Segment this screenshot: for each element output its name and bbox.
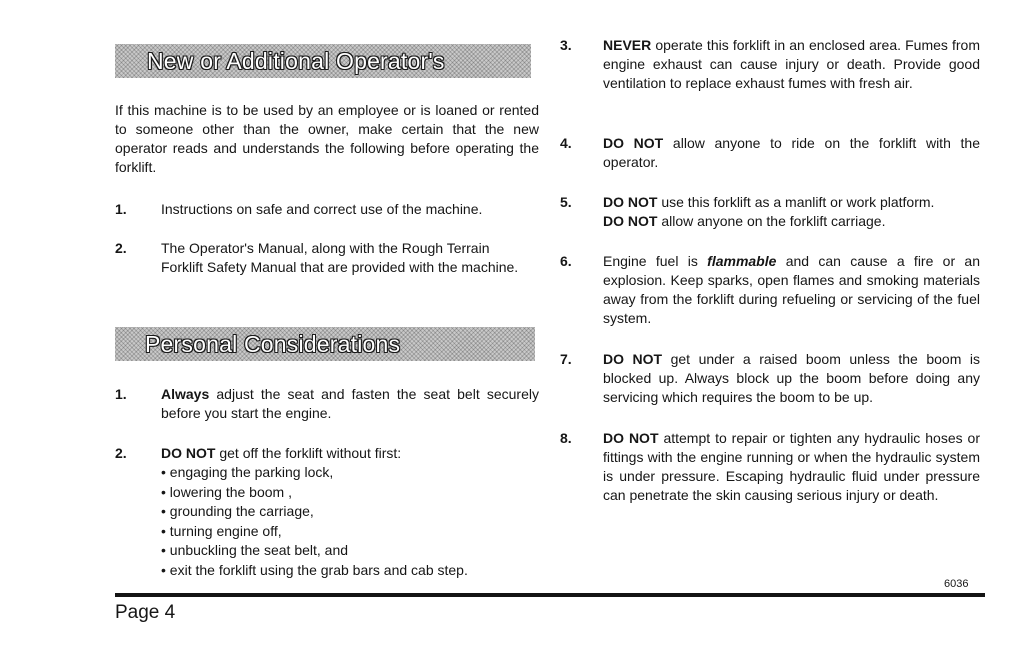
item-text: DO NOT get under a raised boom unless the boom is blocked up. Always block up the boom before doing any servicing which requires the boom to be up. bbox=[603, 351, 980, 405]
emphasis-do-not: DO NOT bbox=[603, 351, 663, 367]
item-number: 4. bbox=[560, 135, 572, 151]
emphasis-do-not: DO NOT bbox=[603, 430, 659, 446]
emphasis-do-not: DO NOT bbox=[603, 213, 658, 229]
section-heading-personal-considerations bbox=[115, 327, 535, 361]
item-number: 7. bbox=[560, 351, 572, 367]
list-item bbox=[560, 36, 985, 116]
emphasis-do-not: DO NOT bbox=[603, 194, 658, 210]
bullet-item: • turning engine off, bbox=[161, 522, 282, 539]
list-item bbox=[115, 385, 539, 425]
bullet-item: • engaging the parking lock, bbox=[161, 464, 334, 480]
item-text: The Operator's Manual, along with the Rough Terrain Forklift Safety Manual that are provided with the machine. bbox=[161, 240, 519, 275]
emphasis-do-not: DO NOT bbox=[161, 445, 216, 461]
bullet-item: • grounding the carriage, bbox=[161, 503, 314, 519]
item-number: 1. bbox=[115, 201, 127, 217]
document-number: 6036 bbox=[944, 578, 969, 590]
item-number: 8. bbox=[560, 430, 572, 446]
item-text: Instructions on safe and correct use of the machine. bbox=[161, 201, 483, 217]
item-number: 2. bbox=[115, 240, 127, 256]
item-number: 5. bbox=[560, 194, 572, 210]
item-number: 2. bbox=[115, 445, 127, 461]
list-item bbox=[115, 239, 539, 299]
item-text: Engine fuel is flammable and can cause a fire or an explosion. Keep sparks, open flames and smoking materials away from the forklift during refueling or servicing of the fuel system. bbox=[603, 253, 980, 326]
item-text: DO NOT use this forklift as a manlift or work platform. DO NOT allow anyone on the forklift carriage. bbox=[603, 194, 935, 229]
list-item bbox=[560, 252, 985, 332]
emphasis-never: NEVER bbox=[603, 37, 652, 53]
item-number: 3. bbox=[560, 37, 572, 53]
item-text: Always adjust the seat and fasten the seat belt securely before you start the engine. bbox=[161, 386, 539, 421]
page-number: Page 4 bbox=[115, 602, 176, 623]
heading-text: New or Additional Operator's bbox=[147, 47, 445, 74]
item-text: NEVER operate this forklift in an enclosed area. Fumes from engine exhaust can cause injury or death. Provide good ventilation to replace exhaust fumes with fresh air. bbox=[603, 37, 980, 91]
list-item bbox=[115, 444, 539, 584]
item-number: 6. bbox=[560, 253, 572, 269]
emphasis-do-not: DO NOT bbox=[603, 135, 664, 151]
section-heading-new-operators bbox=[115, 44, 531, 78]
intro-paragraph: If this machine is to be used by an employee or is loaned or rented to someone other than the owner, make certain that the new operator reads and understands the following before operating the forklift. bbox=[115, 102, 539, 175]
item-text: DO NOT attempt to repair or tighten any hydraulic hoses or fittings with the engine running or when the hydraulic system is under pressure. Escaping hydraulic fluid under pressure can penetrate the skin causing serious injury or death. bbox=[603, 430, 980, 503]
heading-text: Personal Considerations bbox=[145, 330, 401, 357]
footer-rule bbox=[115, 593, 985, 597]
list-item bbox=[560, 429, 985, 529]
list-item bbox=[560, 193, 985, 233]
item-text: DO NOT allow anyone to ride on the forklift with the operator. bbox=[603, 135, 980, 170]
bullet-item: • exit the forklift using the grab bars and cab step. bbox=[161, 561, 468, 578]
list-item bbox=[115, 200, 539, 220]
bullet-item: • unbuckling the seat belt, and bbox=[161, 542, 349, 558]
emphasis-flammable: flammable bbox=[707, 253, 777, 269]
list-item bbox=[560, 134, 985, 174]
list-item bbox=[560, 350, 985, 410]
item-text: DO NOT get off the forklift without first: • engaging the parking lock, • lowering the boom , • grounding the carriage, • turning engine off, • unbuckling the seat belt, and • exit the forklift using the grab bars and cab step. bbox=[161, 444, 539, 580]
bullet-item: • lowering the boom , bbox=[161, 483, 292, 500]
item-number: 1. bbox=[115, 386, 127, 402]
emphasis-always: Always bbox=[161, 386, 210, 402]
bullet-list bbox=[161, 463, 539, 580]
